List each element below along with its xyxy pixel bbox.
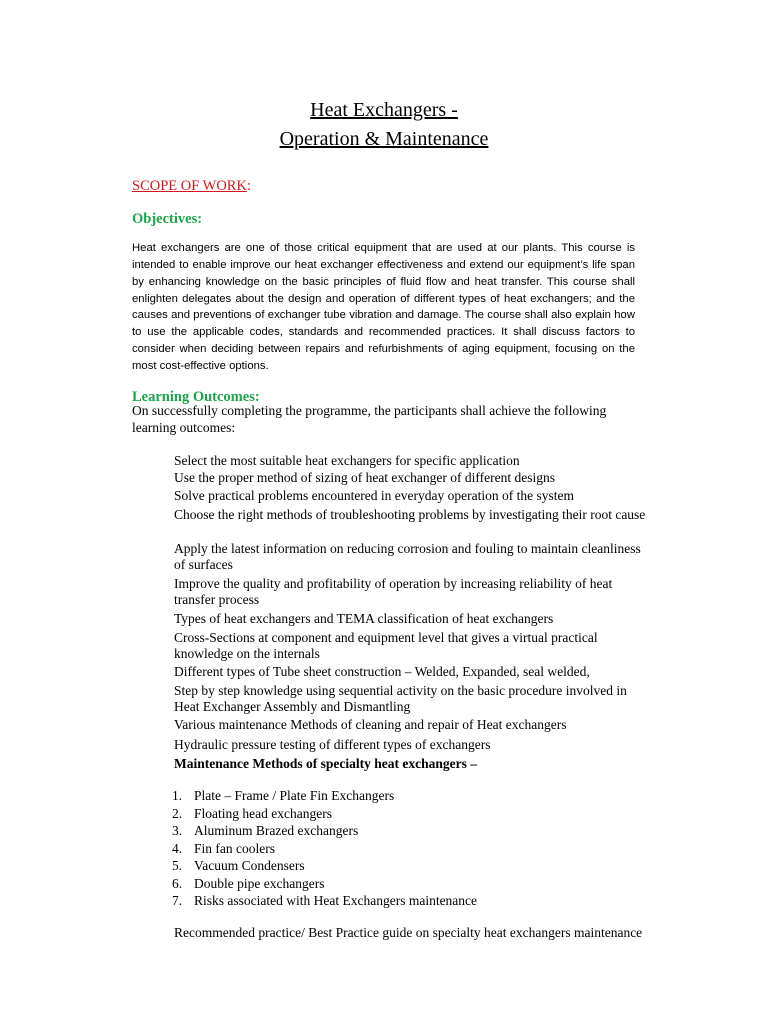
outcome-text: Various maintenance Methods of cleaning and repair of Heat exchangers — [174, 717, 567, 732]
outcome-item — [154, 630, 654, 663]
specialty-item — [172, 858, 305, 874]
specialty-item — [172, 876, 324, 892]
specialty-number: 2. — [172, 806, 183, 821]
outcome-text: Use the proper method of sizing of heat exchanger of different designs — [174, 470, 555, 485]
outcome-item — [154, 737, 654, 753]
outcome-text: Step by step knowledge using sequential activity on the basic procedure involved in Heat Exchanger Assembly and Dismantling — [174, 683, 627, 715]
specialty-text: Vacuum Condensers — [194, 858, 305, 873]
specialty-text: Fin fan coolers — [194, 841, 275, 856]
outcome-text: Recommended practice/ Best Practice guide on specialty heat exchangers maintenance — [174, 925, 643, 940]
document-title-line-2: Operation & Maintenance — [279, 128, 489, 150]
outcome-item — [154, 488, 654, 504]
specialty-number: 7. — [172, 893, 183, 908]
final-outcome-item — [154, 925, 654, 941]
outcome-text: Choose the right methods of troubleshooting problems by investigating their root cause — [174, 507, 646, 522]
outcome-item — [154, 453, 654, 469]
specialty-text: Floating head exchangers — [194, 806, 332, 821]
specialty-number: 4. — [172, 841, 183, 856]
specialty-number: 1. — [172, 788, 183, 803]
specialty-text: Double pipe exchangers — [194, 876, 325, 891]
scope-of-work-colon: : — [246, 178, 251, 194]
outcome-item — [154, 541, 654, 574]
outcome-item — [154, 470, 654, 486]
learning-outcomes-heading: Learning Outcomes: — [132, 389, 260, 405]
specialty-item — [172, 788, 394, 804]
learning-outcomes-intro: On successfully completing the programme, the participants shall achieve the following learning outcomes: — [132, 403, 607, 435]
outcome-item — [154, 717, 654, 733]
specialty-item — [172, 841, 275, 857]
specialty-number: 6. — [172, 876, 183, 891]
outcome-item — [154, 576, 654, 609]
specialty-number: 3. — [172, 823, 183, 838]
objectives-paragraph: Heat exchangers are one of those critical equipment that are used at our plants. This course is intended to enable improve our heat exchanger effectiveness and extend our equipment’s life span by enhancing knowledge on the basic principles of fluid flow and heat transfer. This course shall enlighten delegates about the design and operation of different types of heat exchangers; and the causes and preventions of exchanger tube vibration and damage. The course shall also explain how to use the applicable codes, standards and recommended practices. It shall discuss factors to consider when deciding between repairs and refurbishments of aging equipment, focusing on the most cost-effective options. — [132, 242, 635, 372]
specialty-number: 5. — [172, 858, 183, 873]
outcome-item-specialty — [154, 756, 654, 772]
outcome-item — [154, 683, 654, 716]
outcome-text: Different types of Tube sheet construction – Welded, Expanded, seal welded, — [174, 664, 590, 679]
scope-of-work-label: SCOPE OF WORK — [132, 178, 247, 194]
outcome-text: Apply the latest information on reducing corrosion and fouling to maintain cleanliness of surfaces — [174, 541, 641, 573]
specialty-item — [172, 823, 358, 839]
specialty-item — [172, 806, 332, 822]
outcome-item — [154, 664, 654, 680]
outcome-text: Cross-Sections at component and equipment level that gives a virtual practical knowledge on the internals — [174, 630, 598, 662]
outcome-text: Solve practical problems encountered in everyday operation of the system — [174, 488, 574, 503]
specialty-item — [172, 893, 477, 909]
objectives-heading: Objectives: — [132, 211, 203, 227]
specialty-text: Risks associated with Heat Exchangers maintenance — [194, 893, 478, 908]
outcome-text: Types of heat exchangers and TEMA classification of heat exchangers — [174, 611, 554, 626]
outcome-text: Hydraulic pressure testing of different types of exchangers — [174, 737, 491, 752]
outcome-text: Improve the quality and profitability of operation by increasing reliability of heat transfer process — [174, 576, 613, 608]
specialty-text: Aluminum Brazed exchangers — [194, 823, 359, 838]
specialty-text: Plate – Frame / Plate Fin Exchangers — [194, 788, 395, 803]
outcome-item — [154, 611, 654, 627]
outcome-text: Select the most suitable heat exchangers for specific application — [174, 453, 520, 468]
outcome-text: Maintenance Methods of specialty heat exchangers – — [174, 756, 477, 771]
document-title-line-1: Heat Exchangers - — [310, 99, 458, 121]
outcome-item — [154, 507, 654, 523]
